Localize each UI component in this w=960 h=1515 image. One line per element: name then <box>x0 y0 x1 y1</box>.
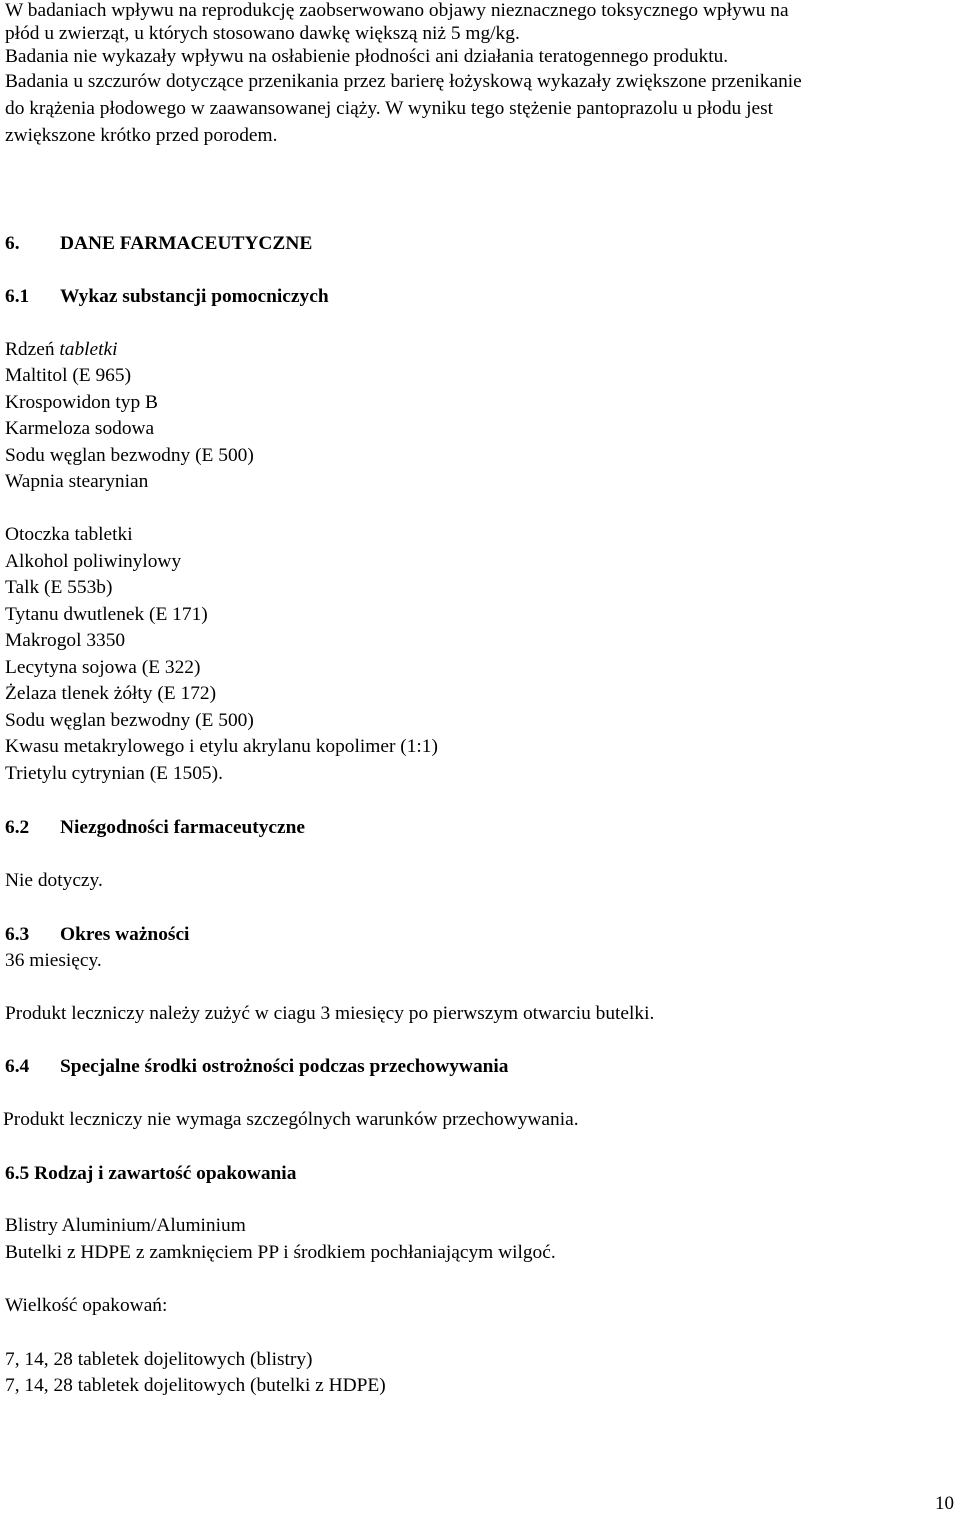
pack-sizes-label: Wielkość opakowań: <box>5 1295 168 1316</box>
section-6-4-heading <box>5 1054 509 1080</box>
section-title: DANE FARMACEUTYCZNE <box>60 233 313 254</box>
list-item: Sodu węglan bezwodny (E 500) <box>5 445 254 466</box>
intro-line: do krążenia płodowego w zaawansowanej ciąży. W wyniku tego stężenie pantoprazolu u płodu jest <box>5 98 774 119</box>
packaging-line: Butelki z HDPE z zamknięciem PP i środkiem pochłaniającym wilgoć. <box>5 1242 556 1263</box>
list-item: Trietylu cytrynian (E 1505). <box>5 763 223 784</box>
list-item: Wapnia stearynian <box>5 471 149 492</box>
coat-heading: Otoczka tabletki <box>5 524 133 545</box>
list-item: Żelaza tlenek żółty (E 172) <box>5 683 217 704</box>
intro-line: W badaniach wpływu na reprodukcję zaobserwowano objawy nieznacznego toksycznego wpływu na <box>5 0 789 21</box>
list-item: Karmeloza sodowa <box>5 418 155 439</box>
list-item: Alkohol poliwinylowy <box>5 551 182 572</box>
section-title: Specjalne środki ostrożności podczas przechowywania <box>60 1056 509 1077</box>
list-item: Kwasu metakrylowego i etylu akrylanu kopolimer (1:1) <box>5 736 438 757</box>
pack-size-item: 7, 14, 28 tabletek dojelitowych (butelki z HDPE) <box>5 1375 386 1396</box>
section-6-3-text: 36 miesięcy. <box>5 950 102 971</box>
list-item: Lecytyna sojowa (E 322) <box>5 657 201 678</box>
section-title: Wykaz substancji pomocniczych <box>60 286 329 307</box>
list-item: Krospowidon typ B <box>5 392 158 413</box>
list-item: Sodu węglan bezwodny (E 500) <box>5 710 254 731</box>
section-6-2-text: Nie dotyczy. <box>5 870 103 891</box>
intro-line: zwiększone krótko przed porodem. <box>5 125 278 146</box>
section-6-5-heading: 6.5 Rodzaj i zawartość opakowania <box>5 1163 297 1184</box>
list-item: Talk (E 553b) <box>5 577 113 598</box>
section-6-3-heading <box>5 922 189 948</box>
section-number: 6.3 <box>5 924 30 945</box>
page-number: 10 <box>935 1493 954 1514</box>
section-title: Niezgodności farmaceutyczne <box>60 817 306 838</box>
list-item: Makrogol 3350 <box>5 630 126 651</box>
pack-size-item: 7, 14, 28 tabletek dojelitowych (blistry) <box>5 1349 313 1370</box>
section-number: 6.2 <box>5 817 30 838</box>
core-heading-plain: Rdzeń <box>5 339 60 360</box>
packaging-line: Blistry Aluminium/Aluminium <box>5 1215 246 1236</box>
section-6-3-text-2: Produkt leczniczy należy zużyć w ciagu 3 miesięcy po pierwszym otwarciu butelki. <box>5 1003 655 1024</box>
section-title: Okres ważności <box>60 924 190 945</box>
section-6-4-text: Produkt leczniczy nie wymaga szczególnych warunków przechowywania. <box>3 1109 579 1130</box>
intro-line: Badania nie wykazały wpływu na osłabienie płodności ani działania teratogennego produktu. <box>5 46 729 67</box>
core-heading <box>5 337 118 363</box>
core-heading-italic: tabletki <box>59 339 118 360</box>
section-6-2-heading <box>5 815 305 841</box>
intro-line: płód u zwierząt, u których stosowano dawkę większą niż 5 mg/kg. <box>5 23 520 44</box>
section-number: 6.4 <box>5 1056 30 1077</box>
list-item: Maltitol (E 965) <box>5 365 132 386</box>
section-6-heading <box>5 231 312 257</box>
intro-line: Badania u szczurów dotyczące przenikania przez barierę łożyskową wykazały zwiększone przenikanie <box>5 71 802 92</box>
section-number: 6.1 <box>5 286 30 307</box>
section-6-1-heading <box>5 284 329 310</box>
section-number: 6. <box>5 233 20 254</box>
list-item: Tytanu dwutlenek (E 171) <box>5 604 208 625</box>
